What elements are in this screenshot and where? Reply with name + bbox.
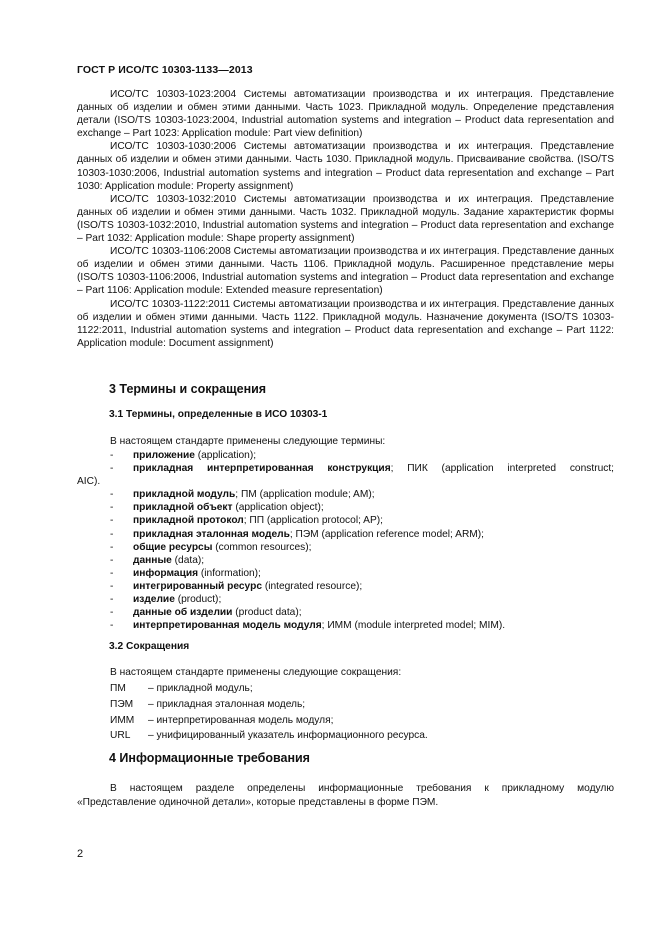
abbreviation-row (110, 728, 428, 744)
abbreviation-code: ПМ (110, 683, 126, 694)
term-rest: ; ПП (application protocol; AP); (243, 515, 383, 527)
list-dash: - (110, 594, 114, 606)
abbreviation-code: ИММ (110, 714, 135, 726)
term-name: интерпретированная модель модуля (133, 620, 322, 632)
abbreviation-text: – интерпретированная модель модуля; (148, 714, 334, 726)
term-name: данные об изделии (133, 607, 233, 619)
term-name: изделие (133, 594, 175, 606)
list-dash: - (110, 515, 114, 527)
term-name: приложение (133, 450, 195, 461)
reference-item: ИСО/ТС 10303-1023:2004 Системы автоматизации производства и их интеграция. Представление данных об изделии и обмен этими данными. Часть 1023. Прикладной модуль. Определение представления детали (ISO/TS 10303-1023:2004, Industrial automation systems and integration – Product data representation and exchange – Part 1023: Application module: Part view definition) (77, 89, 614, 140)
list-dash: - (110, 567, 114, 579)
term-name: общие ресурсы (133, 541, 213, 553)
term-item (77, 514, 614, 527)
list-dash: - (110, 463, 114, 475)
section-4-heading: 4 Информационные требования (109, 751, 310, 765)
term-item (77, 580, 614, 593)
list-dash: - (110, 502, 114, 514)
term-name: прикладной объект (133, 502, 233, 514)
term-item (77, 462, 614, 475)
abbreviations-intro: В настоящем стандарте применены следующие сокращения: (110, 667, 402, 678)
term-continuation: AIC). (77, 476, 101, 488)
section-3-heading: 3 Термины и сокращения (109, 382, 267, 396)
abbreviation-text: – унифицированный указатель информационного ресурса. (148, 730, 428, 742)
abbreviation-text: – прикладной модуль; (148, 683, 253, 694)
section-4-paragraph: В настоящем разделе определены информационные требования к прикладному модулю «Представление одиночной детали», которые представлены в форме ПЭМ. (77, 783, 614, 808)
term-rest: (integrated resource); (261, 580, 363, 592)
list-dash: - (110, 620, 114, 632)
list-dash: - (110, 541, 114, 553)
abbreviation-row (110, 681, 428, 697)
term-item (77, 488, 614, 501)
term-item (77, 606, 614, 619)
term-name: данные (133, 554, 172, 566)
term-name: интегрированный ресурс (133, 580, 262, 592)
abbreviation-code: URL (110, 730, 131, 742)
reference-item: ИСО/ТС 10303-1030:2006 Системы автоматизации производства и их интеграция. Представление данных об изделии и обмен этими данными. Часть 1030. Прикладной модуль. Присваивание свойства. (ISO/TS 10303-1030:2006, Industrial automation systems and integration – Product data representation and exchange – Part 1030: Application module: Property assignment) (77, 141, 614, 192)
abbreviation-row (110, 697, 428, 713)
term-name: прикладной протокол (133, 515, 244, 527)
term-rest: (data); (171, 554, 205, 566)
list-dash: - (110, 450, 114, 461)
abbreviations-list (110, 681, 428, 744)
term-rest: ; ПМ (application module; AM); (235, 489, 375, 501)
list-dash: - (110, 528, 114, 540)
term-rest: (information); (198, 567, 261, 579)
abbreviation-text: – прикладная эталонная модель; (148, 698, 306, 710)
term-item (77, 449, 614, 462)
reference-item: ИСО/ТС 10303-1106:2008 Системы автоматизации производства и их интеграция. Представление данных об изделии и обмен этими данными. Часть 1106. Прикладной модуль. Расширенное представление меры (ISO/TS 10303-1106:2006, Industrial automation systems and integration – Product data representation and exchange – Part 1106: Application module: Extended measure representation) (77, 246, 614, 297)
list-dash: - (110, 580, 114, 592)
reference-item: ИСО/ТС 10303-1122:2011 Системы автоматизации производства и их интеграция. Представление данных об изделии и обмен этими данными. Часть 1122. Прикладной модуль. Назначение документа (ISO/TS 10303-1122:2011, Industrial automation systems and integration – Product data representation and exchange – Part 1122: Application module: Document assignment) (77, 298, 614, 349)
list-dash: - (110, 554, 114, 566)
section-4-body (77, 782, 614, 810)
subsection-3-1-heading: 3.1 Термины, определенные в ИСО 10303-1 (109, 409, 328, 420)
term-rest: (application); (194, 450, 257, 461)
term-name: прикладная интерпретированная конструкция (133, 463, 391, 475)
term-rest: (common resources); (212, 541, 312, 553)
list-dash: - (110, 489, 114, 501)
term-rest: (product); (174, 594, 222, 606)
term-name: прикладная эталонная модель (133, 528, 290, 540)
terms-list (77, 449, 614, 632)
list-dash: - (110, 607, 114, 619)
term-rest: (product data); (232, 607, 302, 619)
terms-intro: В настоящем стандарте применены следующие термины: (110, 436, 386, 447)
term-item (77, 567, 614, 580)
abbreviation-row (110, 713, 428, 729)
term-item (77, 554, 614, 567)
page-number: 2 (77, 848, 84, 860)
document-header: ГОСТ Р ИСО/ТС 10303-1133—2013 (77, 64, 253, 76)
subsection-3-2-heading: 3.2 Сокращения (109, 641, 190, 652)
term-name: информация (133, 567, 199, 579)
abbreviation-code: ПЭМ (110, 698, 134, 710)
normative-references (77, 88, 614, 350)
term-rest: ; ИММ (module interpreted model; MIM). (321, 620, 506, 632)
term-rest: (application object); (232, 502, 324, 514)
term-item (77, 501, 614, 514)
term-rest: ; ПИК (application interpreted construct; (390, 463, 615, 475)
term-name: прикладной модуль (133, 489, 236, 501)
reference-item: ИСО/ТС 10303-1032:2010 Системы автоматизации производства и их интеграция. Представление данных об изделии и обмен этими данными. Часть 1032. Прикладной модуль. Задание характеристик формы (ISO/TS 10303-1032:2010, Industrial automation systems and integration – Product data representation and exchange – Part 1032: Application module: Shape property assignment) (77, 193, 614, 245)
term-item (77, 528, 614, 541)
term-item (77, 593, 614, 606)
term-rest: ; ПЭМ (application reference model; ARM); (289, 528, 485, 540)
term-item (77, 619, 614, 632)
term-item (77, 541, 614, 554)
